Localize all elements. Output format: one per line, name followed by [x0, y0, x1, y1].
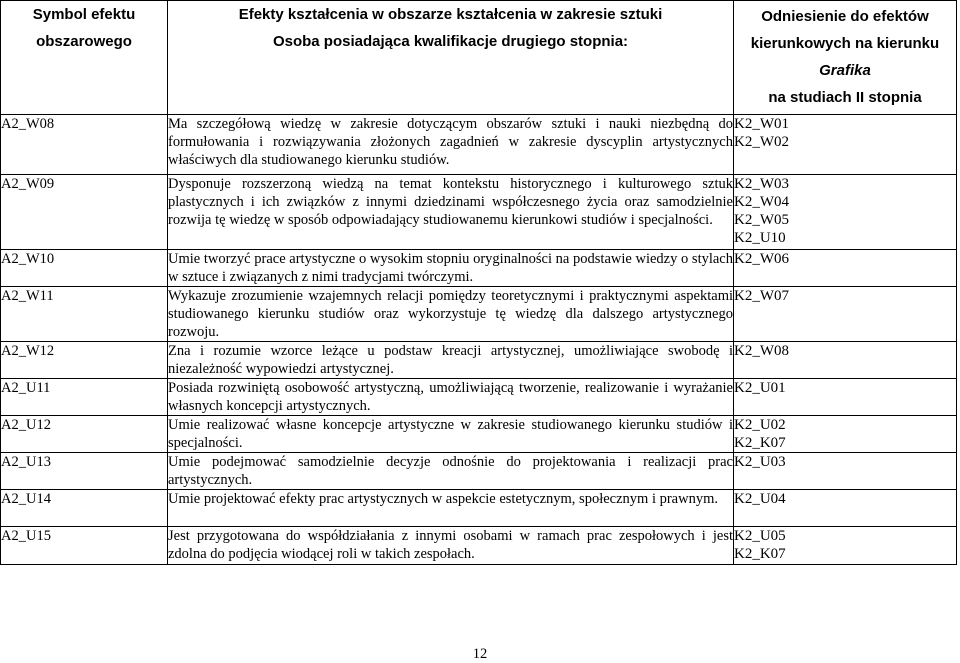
reference-code: K2_U10: [734, 230, 786, 246]
page-number: 12: [472, 646, 488, 662]
header-outcomes: [168, 1, 734, 115]
outcome-references: [734, 416, 957, 453]
outcome-references: [734, 379, 957, 416]
outcome-description: Umie podejmować samodzielnie decyzje odnośnie do projektowania i realizacji prac artystycznych.: [168, 454, 733, 488]
header-text: Grafika: [819, 62, 871, 79]
reference-code: K2_W07: [734, 288, 789, 304]
header-text: kierunkowych na kierunku: [750, 35, 940, 52]
outcome-description: Umie tworzyć prace artystyczne o wysokim stopniu oryginalności na podstawie wiedzy o stylach w sztuce i związanych z nimi tradycjami twórczymi.: [168, 251, 733, 285]
table-row: [1, 287, 957, 342]
header-text: na studiach II stopnia: [768, 89, 922, 106]
reference-code: K2_K07: [734, 546, 786, 562]
outcome-references: [734, 490, 957, 527]
outcome-description: Zna i rozumie wzorce leżące u podstaw kreacji artystycznej, umożliwiające swobodę i niezależność wypowiedzi artystycznej.: [168, 343, 733, 377]
reference-code: K2_W05: [734, 212, 789, 228]
reference-code: K2_K07: [734, 435, 786, 451]
outcome-references: [734, 250, 957, 287]
reference-code: K2_U01: [734, 380, 786, 396]
outcome-symbol: A2_U14: [1, 490, 168, 527]
outcome-references: [734, 175, 957, 250]
table-row: [1, 379, 957, 416]
reference-code: K2_W08: [734, 343, 789, 359]
header-reference: [734, 1, 957, 115]
reference-code: K2_U05: [734, 528, 786, 544]
header-text: Odniesienie do efektów: [761, 8, 929, 25]
outcome-description: Umie projektować efekty prac artystycznych w aspekcie estetycznym, społecznym i prawnym.: [168, 490, 734, 527]
header-text: Symbol efektu: [32, 6, 136, 23]
outcome-description: Wykazuje zrozumienie wzajemnych relacji pomiędzy teoretycznymi i praktycznymi aspektami studiowanego kierunku studiów oraz wykorzystuje tę wiedzę dla dalszego artystycznego rozwoju.: [168, 288, 733, 340]
reference-code: K2_W06: [734, 251, 789, 267]
outcome-symbol: A2_U12: [1, 416, 168, 453]
table-row: [1, 416, 957, 453]
table-row: [1, 490, 957, 527]
reference-code: K2_W02: [734, 134, 789, 150]
table-row: [1, 115, 957, 175]
outcome-symbol: A2_U11: [1, 379, 168, 416]
table-row: [1, 453, 957, 490]
outcome-symbol: A2_W12: [1, 342, 168, 379]
outcome-references: [734, 342, 957, 379]
outcome-references: [734, 453, 957, 490]
header-text: obszarowego: [36, 33, 132, 50]
table-row: [1, 175, 957, 250]
outcome-symbol: A2_U15: [1, 527, 168, 565]
outcome-description: Ma szczegółową wiedzę w zakresie dotyczącym obszarów sztuki i nauki niezbędną do formułowania i rozwiązywania złożonych zagadnień w zakresie dyscyplin artystycznych właściwych dla studiowanego kierunku studiów.: [168, 115, 734, 175]
table-body: [1, 115, 957, 565]
reference-code: K2_W01: [734, 116, 789, 132]
header-symbol: [1, 1, 168, 115]
outcome-description: Jest przygotowana do współdziałania z innymi osobami w ramach prac zespołowych i jest zdolna do podjęcia wiodącej roli w takich zespołach.: [168, 527, 734, 565]
table-row: [1, 250, 957, 287]
reference-code: K2_W03: [734, 176, 789, 192]
reference-code: K2_U02: [734, 417, 786, 433]
outcome-description: Posiada rozwiniętą osobowość artystyczną, umożliwiającą tworzenie, realizowanie i wyrażanie własnych koncepcji artystycznych.: [168, 380, 733, 414]
header-text: Efekty kształcenia w obszarze kształcenia w zakresie sztuki: [238, 6, 663, 23]
table-header: [1, 1, 957, 115]
outcome-references: [734, 287, 957, 342]
reference-code: K2_U03: [734, 454, 786, 470]
outcome-symbol: A2_W08: [1, 115, 168, 175]
outcome-description: Dysponuje rozszerzoną wiedzą na temat kontekstu historycznego i kulturowego sztuk plastycznych i ich związków z innymi dziedzinami współczesnego życia oraz samodzielnie rozwija tę wiedzę w sposób odpowiadający studiowanemu kierunkowi studiów i specjalności.: [168, 175, 734, 250]
outcome-symbol: A2_W11: [1, 287, 168, 342]
reference-code: K2_W04: [734, 194, 789, 210]
outcome-symbol: A2_W09: [1, 175, 168, 250]
outcome-symbol: A2_U13: [1, 453, 168, 490]
table-row: [1, 342, 957, 379]
outcome-symbol: A2_W10: [1, 250, 168, 287]
reference-code: K2_U04: [734, 491, 786, 507]
table-row: [1, 527, 957, 565]
outcome-description: Umie realizować własne koncepcje artystyczne w zakresie studiowanego kierunku studiów i specjalności.: [168, 417, 733, 451]
header-text: Osoba posiadająca kwalifikacje drugiego stopnia:: [272, 33, 629, 50]
outcome-references: [734, 115, 957, 175]
outcome-references: [734, 527, 957, 565]
